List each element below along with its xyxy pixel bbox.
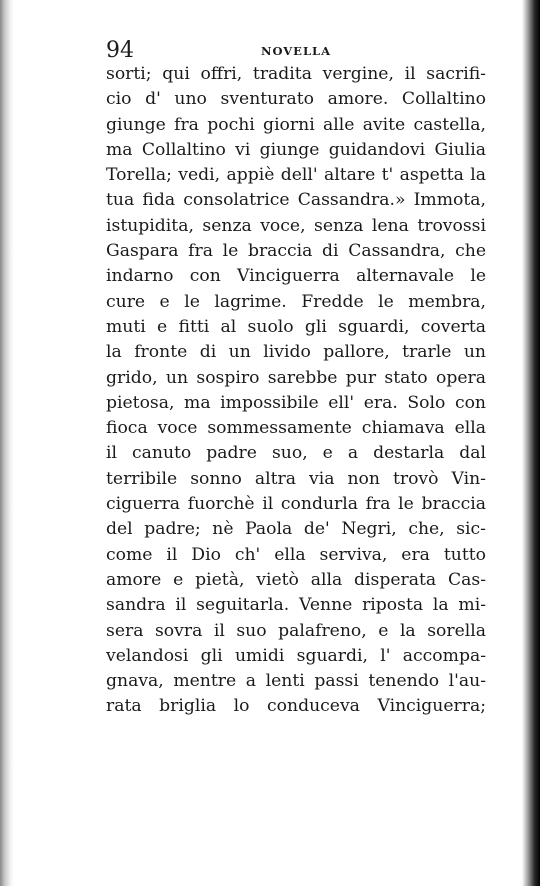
text-line: cio d' uno sventurato amore. Collaltino [106,89,486,110]
text-line: cure e le lagrime. Fredde le membra, [106,291,486,312]
text-line: indarno con Vinciguerra alternavale le [106,266,486,287]
text-line: del padre; nè Paola de' Negri, che, sic- [106,519,486,540]
running-head: NOVELLA [260,44,332,58]
text-line: il canuto padre suo, e a destarla dal [106,443,486,464]
text-line: la fronte di un livido pallore, trarle un [106,342,486,363]
text-line: istupidita, senza voce, senza lena trovossi [106,215,486,236]
text-line: giunge fra pochi giorni alle avite castella, [106,114,486,135]
body-text [106,62,486,720]
text-line: Gaspara fra le braccia di Cassandra, che [106,241,486,262]
text-line: grido, un sospiro sarebbe pur stato opera [106,367,486,388]
text-line: sandra il seguitarla. Venne riposta la mi- [106,595,486,616]
text-line: pietosa, ma impossibile ell' era. Solo con [106,392,486,413]
text-line: sera sovra il suo palafreno, e la sorella [106,620,486,641]
text-line: amore e pietà, vietò alla disperata Cas- [106,569,486,590]
text-line: rata briglia lo conduceva Vinciguerra; [106,696,486,717]
text-line: terribile sonno altra via non trovò Vin- [106,468,486,489]
text-line: velandosi gli umidi sguardi, l' accompa- [106,645,486,666]
scan-left-edge [0,0,14,886]
text-line: muti e fitti al suolo gli sguardi, coverta [106,316,486,337]
text-line: sorti; qui offri, tradita vergine, il sacrifi- [106,64,486,84]
scan-right-edge [522,0,540,886]
text-line: tua fida consolatrice Cassandra.» Immota, [106,190,486,211]
text-line: gnava, mentre a lenti passi tenendo l'au- [106,671,486,692]
text-line: ma Collaltino vi giunge guidandovi Giulia [106,139,486,160]
text-line: Torella; vedi, appiè dell' altare t' aspetta la [106,165,486,186]
page-header [106,38,486,64]
text-line: fioca voce sommessamente chiamava ella [106,418,486,439]
text-line: come il Dio ch' ella serviva, era tutto [106,544,486,565]
page-number: 94 [106,38,134,63]
text-line: ciguerra fuorchè il condurla fra le braccia [106,494,486,515]
